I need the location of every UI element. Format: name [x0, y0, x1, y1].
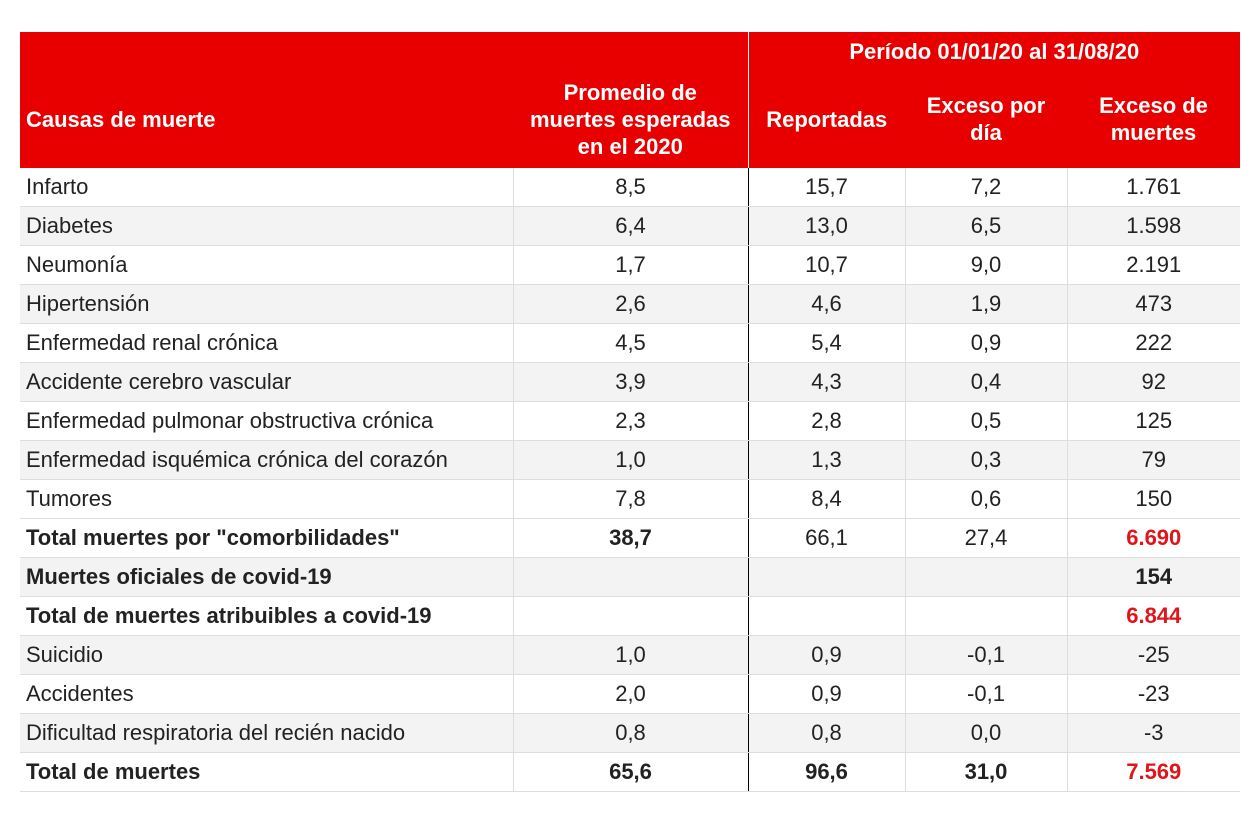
expected-cell: 3,9: [513, 363, 748, 402]
excess-day-cell: 0,6: [905, 480, 1067, 519]
excess-deaths-cell: 6.690: [1067, 519, 1240, 558]
excess-day-cell: -0,1: [905, 675, 1067, 714]
header-row-period: [20, 32, 1240, 70]
excess-deaths-cell: 222: [1067, 324, 1240, 363]
expected-cell: 1,0: [513, 636, 748, 675]
table-row: [20, 285, 1240, 324]
reported-cell: 4,3: [748, 363, 905, 402]
reported-cell: [748, 558, 905, 597]
expected-cell: [513, 597, 748, 636]
excess-day-cell: 6,5: [905, 207, 1067, 246]
reported-cell: 0,9: [748, 675, 905, 714]
table-row: [20, 363, 1240, 402]
reported-cell: 96,6: [748, 753, 905, 792]
expected-cell: [513, 558, 748, 597]
reported-cell: 0,8: [748, 714, 905, 753]
cause-cell: Enfermedad renal crónica: [20, 324, 513, 363]
expected-cell: 4,5: [513, 324, 748, 363]
grand-total-row: [20, 753, 1240, 792]
table-row: [20, 246, 1240, 285]
cause-cell: Enfermedad pulmonar obstructiva crónica: [20, 402, 513, 441]
reported-cell: 66,1: [748, 519, 905, 558]
cause-cell: Diabetes: [20, 207, 513, 246]
excess-day-cell: 0,3: [905, 441, 1067, 480]
reported-cell: [748, 597, 905, 636]
col-header-excess-deaths: Exceso de muertes: [1067, 70, 1240, 168]
table-row: [20, 441, 1240, 480]
excess-deaths-cell: 1.761: [1067, 168, 1240, 207]
cause-cell: Accidentes: [20, 675, 513, 714]
excess-day-cell: 1,9: [905, 285, 1067, 324]
cause-cell: Muertes oficiales de covid-19: [20, 558, 513, 597]
reported-cell: 0,9: [748, 636, 905, 675]
table-row: [20, 168, 1240, 207]
excess-day-cell: [905, 558, 1067, 597]
col-header-cause: Causas de muerte: [20, 70, 513, 168]
col-header-excess-day: Exceso por día: [905, 70, 1067, 168]
table-row: [20, 675, 1240, 714]
expected-cell: 2,0: [513, 675, 748, 714]
excess-day-cell: 9,0: [905, 246, 1067, 285]
excess-deaths-cell: 1.598: [1067, 207, 1240, 246]
col-header-reported: Reportadas: [748, 70, 905, 168]
reported-cell: 13,0: [748, 207, 905, 246]
excess-day-cell: 27,4: [905, 519, 1067, 558]
excess-day-cell: 7,2: [905, 168, 1067, 207]
excess-deaths-cell: 79: [1067, 441, 1240, 480]
expected-cell: 2,3: [513, 402, 748, 441]
excess-deaths-cell: 154: [1067, 558, 1240, 597]
excess-day-cell: [905, 597, 1067, 636]
excess-deaths-cell: 6.844: [1067, 597, 1240, 636]
official-covid-row: [20, 558, 1240, 597]
period-header: Período 01/01/20 al 31/08/20: [748, 32, 1240, 70]
header-row-columns: [20, 70, 1240, 168]
table-row: [20, 402, 1240, 441]
excess-day-cell: 0,4: [905, 363, 1067, 402]
header-empty: [20, 32, 748, 70]
expected-cell: 0,8: [513, 714, 748, 753]
excess-day-cell: 31,0: [905, 753, 1067, 792]
reported-cell: 8,4: [748, 480, 905, 519]
cause-cell: Hipertensión: [20, 285, 513, 324]
excess-deaths-cell: 125: [1067, 402, 1240, 441]
cause-cell: Neumonía: [20, 246, 513, 285]
col-header-expected: Promedio de muertes esperadas en el 2020: [513, 70, 748, 168]
mortality-table: [20, 32, 1240, 792]
table-row: [20, 324, 1240, 363]
mortality-table-container: [20, 32, 1240, 792]
table-row: [20, 636, 1240, 675]
expected-cell: 8,5: [513, 168, 748, 207]
expected-cell: 7,8: [513, 480, 748, 519]
expected-cell: 65,6: [513, 753, 748, 792]
excess-deaths-cell: -3: [1067, 714, 1240, 753]
excess-deaths-cell: 473: [1067, 285, 1240, 324]
excess-day-cell: 0,5: [905, 402, 1067, 441]
total-covid-attributable-row: [20, 597, 1240, 636]
total-comorbidities-row: [20, 519, 1240, 558]
expected-cell: 38,7: [513, 519, 748, 558]
reported-cell: 15,7: [748, 168, 905, 207]
excess-day-cell: -0,1: [905, 636, 1067, 675]
excess-deaths-cell: -23: [1067, 675, 1240, 714]
expected-cell: 6,4: [513, 207, 748, 246]
cause-cell: Infarto: [20, 168, 513, 207]
excess-deaths-cell: -25: [1067, 636, 1240, 675]
cause-cell: Accidente cerebro vascular: [20, 363, 513, 402]
excess-deaths-cell: 2.191: [1067, 246, 1240, 285]
excess-day-cell: 0,0: [905, 714, 1067, 753]
reported-cell: 4,6: [748, 285, 905, 324]
excess-deaths-cell: 150: [1067, 480, 1240, 519]
table-row: [20, 207, 1240, 246]
reported-cell: 5,4: [748, 324, 905, 363]
cause-cell: Dificultad respiratoria del recién nacido: [20, 714, 513, 753]
reported-cell: 1,3: [748, 441, 905, 480]
expected-cell: 2,6: [513, 285, 748, 324]
cause-cell: Total de muertes: [20, 753, 513, 792]
table-row: [20, 480, 1240, 519]
cause-cell: Total de muertes atribuibles a covid-19: [20, 597, 513, 636]
reported-cell: 10,7: [748, 246, 905, 285]
excess-day-cell: 0,9: [905, 324, 1067, 363]
cause-cell: Tumores: [20, 480, 513, 519]
reported-cell: 2,8: [748, 402, 905, 441]
expected-cell: 1,0: [513, 441, 748, 480]
excess-deaths-cell: 7.569: [1067, 753, 1240, 792]
cause-cell: Enfermedad isquémica crónica del corazón: [20, 441, 513, 480]
cause-cell: Total muertes por "comorbilidades": [20, 519, 513, 558]
expected-cell: 1,7: [513, 246, 748, 285]
table-row: [20, 714, 1240, 753]
cause-cell: Suicidio: [20, 636, 513, 675]
excess-deaths-cell: 92: [1067, 363, 1240, 402]
